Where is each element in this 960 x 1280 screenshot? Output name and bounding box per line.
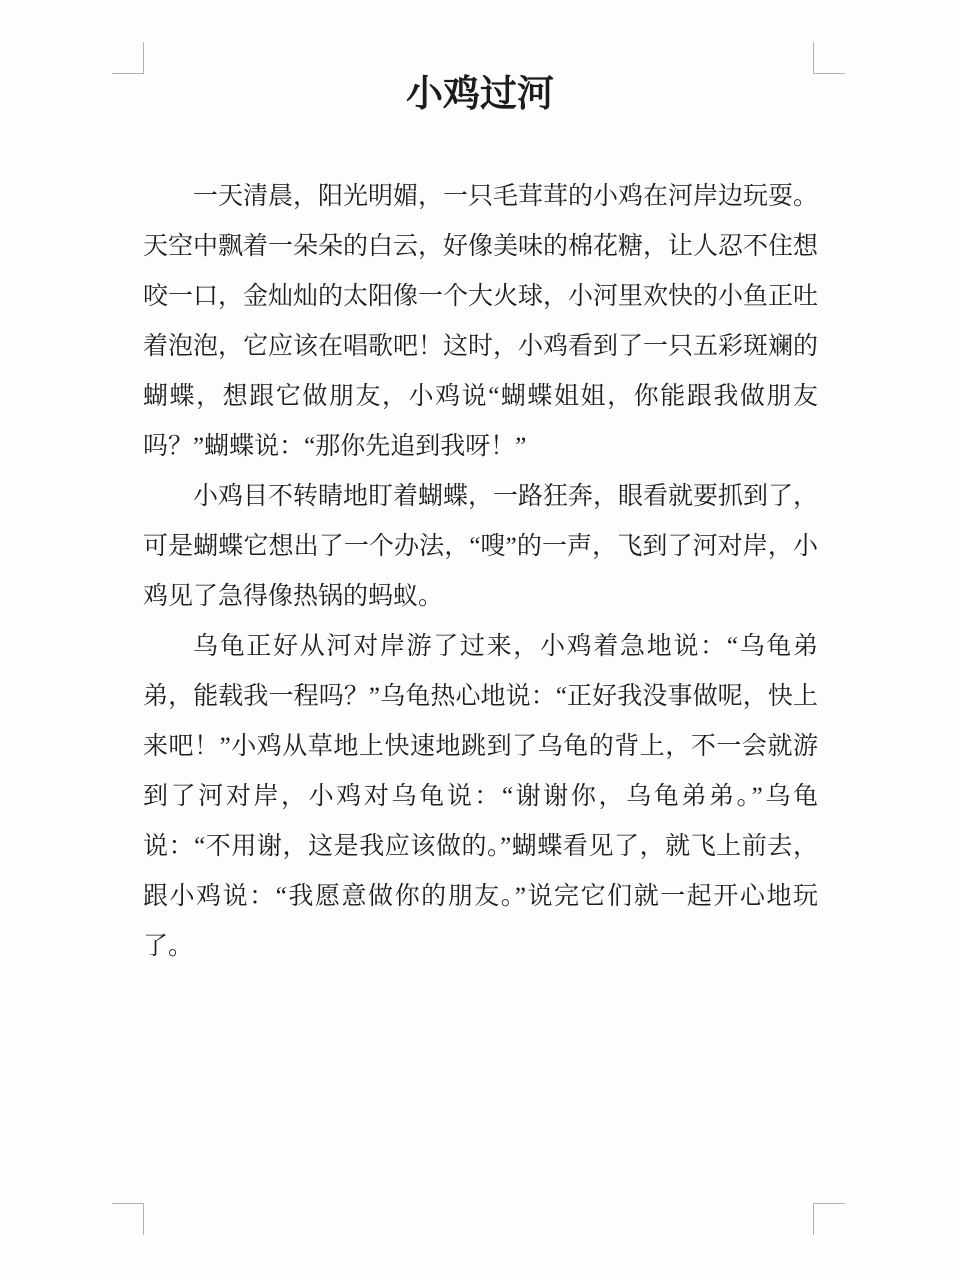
story-paragraph-2: 小鸡目不转睛地盯着蝴蝶，一路狂奔，眼看就要抓到了，可是蝴蝶它想出了一个办法，“嗖”的一声，飞到了河对岸，小鸡见了急得像热锅的蚂蚁。	[143, 483, 819, 610]
document-body	[143, 172, 818, 972]
text-boundary-mark-bottom-right	[813, 1203, 845, 1235]
text-boundary-mark-top-right	[813, 42, 845, 74]
text-boundary-mark-bottom-left	[112, 1203, 144, 1235]
document-title: 小鸡过河	[406, 73, 554, 114]
story-paragraph-1: 一天清晨，阳光明媚，一只毛茸茸的小鸡在河岸边玩耍。天空中飘着一朵朵的白云，好像美味的棉花糖，让人忍不住想咬一口，金灿灿的太阳像一个大火球，小河里欢快的小鱼正吐着泡泡，它应该在唱歌吧！这时，小鸡看到了一只五彩斑斓的蝴蝶，想跟它做朋友，小鸡说“蝴蝶姐姐，你能跟我做朋友吗？”蝴蝶说：“那你先追到我呀！”	[143, 183, 819, 460]
text-boundary-mark-top-left	[112, 42, 144, 74]
story-paragraph-3: 乌龟正好从河对岸游了过来，小鸡着急地说：“乌龟弟弟，能载我一程吗？”乌龟热心地说：“正好我没事做呢，快上来吧！”小鸡从草地上快速地跳到了乌龟的背上，不一会就游到了河对岸，小鸡对乌龟说：“谢谢你，乌龟弟弟。”乌龟说：“不用谢，这是我应该做的。”蝴蝶看见了，就飞上前去，跟小鸡说：“我愿意做你的朋友。”说完它们就一起开心地玩了。	[143, 633, 818, 960]
